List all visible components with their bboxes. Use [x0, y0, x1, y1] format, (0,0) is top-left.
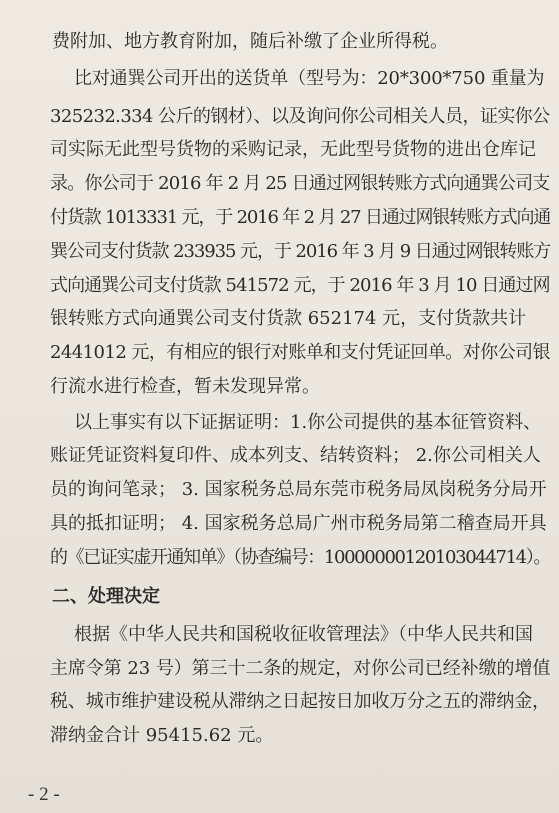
body-line: 滞纳金合计 95415.62 元。 — [50, 725, 274, 746]
body-line: 主席令第 23 号）第三十二条的规定，对你公司已经补缴的增值 — [50, 658, 551, 679]
body-line: 税、城市维护建设税从滞纳之日起按日加收万分之五的滞纳金， — [50, 691, 550, 712]
body-line: 具的抵扣证明； 4. 国家税务总局广州市税务局第二稽查局开具 — [50, 513, 547, 534]
body-line: 银转账方式向通巽公司支付货款 652174 元，支付货款共计 — [50, 308, 527, 329]
body-line: 行流水进行检查，暂未发现异常。 — [50, 376, 320, 397]
body-line: 式向通巽公司支付货款 541572 元，于 2016 年 3 月 10 日通过网 — [50, 275, 550, 296]
body-line: 员的询问笔录； 3. 国家税务总局东莞市税务局凤岗税务分局开 — [50, 479, 547, 500]
body-line: 2441012 元，有相应的银行对账单和支付凭证回单。对你公司银 — [50, 342, 550, 363]
body-line: 的《已证实虚开通知单》（协查编号：10000000120103044714）。 — [50, 547, 551, 568]
body-line: 比对通巽公司开出的送货单（型号为：20*300*750 重量为 — [74, 68, 545, 89]
body-line: 325232.334 公斤的钢材）、以及询问你公司相关人员，证实你公 — [50, 106, 550, 127]
body-line: 付货款 1013331 元，于 2016 年 2 月 27 日通过网银转账方式向通 — [50, 207, 551, 228]
section-heading: 二、处理决定 — [52, 586, 160, 607]
body-line: 费附加、地方教育附加，随后补缴了企业所得税。 — [52, 31, 448, 52]
body-line: 司实际无此型号货物的采购记录，无此型号货物的进出仓库记 — [50, 139, 536, 160]
body-line: 巽公司支付货款 233935 元，于 2016 年 3 月 9 日通过网银转账方 — [50, 241, 551, 262]
body-line: 以上事实有以下证据证明：1.你公司提供的基本征管资料、 — [74, 412, 542, 433]
page-number: - 2 - — [28, 784, 60, 805]
body-line: 录。你公司于 2016 年 2 月 25 日通过网银转账方式向通巽公司支 — [50, 173, 550, 194]
body-line: 账证凭证资料复印件、成本列支、结转资料； 2.你公司相关人 — [50, 445, 541, 466]
body-line: 根据《中华人民共和国税收征收管理法》（中华人民共和国 — [74, 624, 533, 645]
